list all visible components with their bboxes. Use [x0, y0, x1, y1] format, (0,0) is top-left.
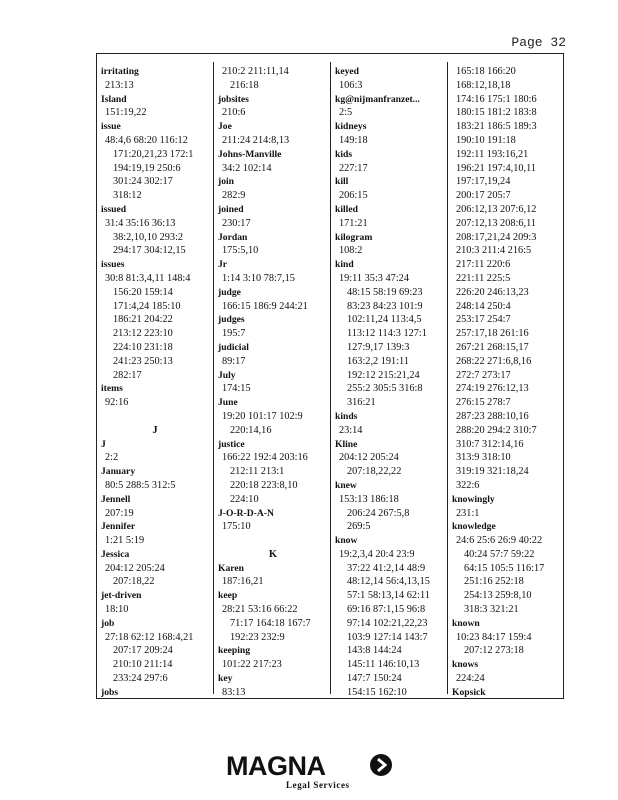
page-line-reference: 168:12,18,18	[456, 79, 511, 91]
column-divider	[330, 62, 331, 694]
index-term: January	[101, 466, 136, 478]
page-line-reference: 195:7	[222, 328, 246, 340]
index-term: issue	[101, 121, 121, 133]
page-line-reference: 64:15 105:5 116:17	[464, 562, 545, 574]
page-line-reference: 171:20,21,23 172:1	[113, 148, 194, 160]
page-line-reference: 207:19	[105, 507, 134, 519]
page-line-reference: 19:20 101:17 102:9	[222, 410, 303, 422]
index-term: keyed	[335, 66, 359, 77]
page-line-reference: 149:18	[339, 134, 368, 146]
page-line-reference: 166:22 192:4 203:16	[222, 452, 308, 464]
page-line-reference: 197:17,19,24	[456, 176, 511, 188]
index-term: issued	[101, 203, 127, 215]
page-line-reference: 196:21 197:4,10,11	[456, 162, 536, 174]
spacer	[101, 410, 209, 424]
index-term: kind	[335, 259, 354, 271]
page-line-reference: 37:22 41:2,14 48:9	[347, 562, 426, 574]
index-column-2	[218, 65, 328, 698]
page-line-reference: 207:17 209:24	[113, 645, 173, 657]
page-line-reference: 192:12 215:21,24	[347, 369, 420, 381]
section-letter: J	[152, 424, 158, 436]
page-line-reference: 48:4,6 68:20 116:12	[105, 134, 188, 146]
page-line-reference: 206:24 267:5,8	[347, 507, 410, 519]
page-line-reference: 282:17	[113, 369, 142, 381]
index-term: kids	[335, 148, 353, 160]
page-line-reference: 30:8 81:3,4,11 148:4	[105, 272, 191, 284]
index-term: judicial	[218, 341, 249, 353]
page-line-reference: 183:21 186:5 189:3	[456, 121, 537, 133]
page-line-reference: 212:11 213:1	[230, 466, 285, 478]
page-line-reference: 103:9 127:14 143:7	[347, 631, 428, 643]
page-line-reference: 220:14,16	[230, 424, 272, 436]
index-term: Kline	[335, 438, 358, 450]
page-line-reference: 171:4,24 185:10	[113, 300, 181, 312]
index-term: irritating	[101, 66, 139, 77]
page-line-reference: 220:18 223:8,10	[230, 479, 298, 491]
page-line-reference: 213:12 223:10	[113, 328, 173, 340]
page-line-reference: 19:11 35:3 47:24	[339, 272, 409, 284]
index-term: known	[452, 617, 480, 629]
page-line-reference: 1:14 3:10 78:7,15	[222, 272, 295, 284]
page-line-reference: 276:15 278:7	[456, 397, 511, 409]
page-line-reference: 10:23 84:17 159:4	[456, 631, 532, 643]
index-term: Karen	[218, 562, 244, 574]
page-line-reference: 151:19,22	[105, 107, 147, 119]
page-line-reference: 211:24 214:8,13	[222, 134, 290, 146]
index-term: June	[218, 397, 238, 409]
page-line-reference: 253:17 254:7	[456, 314, 511, 326]
index-term: knew	[335, 479, 357, 491]
page-line-reference: 268:22 271:6,8,16	[456, 355, 532, 367]
index-term: knowledge	[452, 521, 496, 533]
index-term: July	[218, 369, 236, 381]
page-line-reference: 231:1	[456, 507, 480, 519]
page-line-reference: 48:12,14 56:4,13,15	[347, 576, 430, 588]
page-line-reference: 208:17,21,24 209:3	[456, 231, 537, 243]
index-term: items	[101, 383, 123, 395]
index-term: join	[218, 176, 234, 188]
page-line-reference: 175:5,10	[222, 245, 259, 257]
page-line-reference: 207:12 273:18	[464, 645, 524, 657]
page-line-reference: 294:17 304:12,15	[113, 245, 186, 257]
page-line-reference: 248:14 250:4	[456, 300, 511, 312]
index-term: kilogram	[335, 231, 373, 243]
index-term: Johns-Manville	[218, 148, 282, 160]
page-line-reference: 175:10	[222, 521, 251, 533]
page-line-reference: 227:17	[339, 162, 368, 174]
index-column-4	[452, 65, 562, 698]
index-term: keeping	[218, 645, 250, 657]
index-term: Jennifer	[101, 521, 136, 533]
index-term: jobs	[101, 686, 119, 698]
page-line-reference: 31:4 35:16 36:13	[105, 217, 176, 229]
page-line-reference: 154:15 162:10	[347, 686, 407, 698]
page-line-reference: 102:11,24 113:4,5	[347, 314, 422, 326]
index-page-frame	[96, 53, 564, 699]
page-line-reference: 206:15	[339, 190, 368, 202]
page-line-reference: 83:23 84:23 101:9	[347, 300, 423, 312]
page-line-reference: 255:2 305:5 316:8	[347, 383, 423, 395]
index-term: Island	[101, 93, 127, 105]
page-line-reference: 147:7 150:24	[347, 673, 402, 685]
page-line-reference: 106:3	[339, 79, 363, 91]
page-line-reference: 269:5	[347, 521, 371, 533]
page-line-reference: 233:24 297:6	[113, 673, 168, 685]
page-line-reference: 316:21	[347, 397, 376, 409]
page-line-reference: 288:20 294:2 310:7	[456, 424, 537, 436]
page-line-reference: 310:7 312:14,16	[456, 438, 524, 450]
page-line-reference: 174:15	[222, 383, 251, 395]
page-line-reference: 301:24 302:17	[113, 176, 173, 188]
page-line-reference: 108:2	[339, 245, 363, 257]
page-line-reference: 40:24 57:7 59:22	[464, 548, 535, 560]
page-line-reference: 27:18 62:12 168:4,21	[105, 631, 194, 643]
page-line-reference: 71:17 164:18 167:7	[230, 617, 311, 629]
page-line-reference: 28:21 53:16 66:22	[222, 604, 298, 616]
page-line-reference: 204:12 205:24	[105, 562, 165, 574]
index-term: issues	[101, 259, 125, 271]
index-term: Jordan	[218, 231, 248, 243]
index-term: joined	[218, 203, 244, 215]
page-line-reference: 190:10 191:18	[456, 134, 516, 146]
page-line-reference: 163:2,2 191:11	[347, 355, 409, 367]
page-line-reference: 251:16 252:18	[464, 576, 524, 588]
page-line-reference: 254:13 259:8,10	[464, 590, 532, 602]
page-line-reference: 226:20 246:13,23	[456, 286, 529, 298]
page-line-reference: 313:9 318:10	[456, 452, 511, 464]
page-line-reference: 156:20 159:14	[113, 286, 173, 298]
index-term: judges	[218, 314, 245, 326]
arrow-circle-icon	[370, 754, 392, 776]
page-line-reference: 224:10	[230, 493, 259, 505]
page-line-reference: 287:23 288:10,16	[456, 410, 529, 422]
page-line-reference: 101:22 217:23	[222, 659, 282, 671]
index-term: key	[218, 673, 233, 685]
index-term: know	[335, 535, 358, 547]
page-line-reference: 282:9	[222, 190, 246, 202]
section-letter: K	[268, 548, 278, 560]
logo-wordmark: MAGNA	[226, 751, 326, 781]
page-line-reference: 200:17 205:7	[456, 190, 511, 202]
page-line-reference: 192:23 232:9	[230, 631, 285, 643]
index-term: kg@nijmanfranzet...	[335, 93, 420, 105]
page-line-reference: 207:18,22	[113, 576, 155, 588]
page-line-reference: 2:2	[105, 452, 119, 464]
page-line-reference: 153:13 186:18	[339, 493, 399, 505]
page-line-reference: 224:10 231:18	[113, 341, 173, 353]
page-line-reference: 174:16 175:1 180:6	[456, 93, 537, 105]
page-line-reference: 89:17	[222, 355, 246, 367]
page-line-reference: 194:19,19 250:6	[113, 162, 181, 174]
page-line-reference: 23:14	[339, 424, 363, 436]
page-line-reference: 24:6 25:6 26:9 40:22	[456, 535, 543, 547]
page-line-reference: 319:19 321:18,24	[456, 466, 529, 478]
page-line-reference: 92:16	[105, 397, 129, 409]
page-number: Page 32	[511, 35, 566, 50]
index-term: jobsites	[218, 93, 249, 105]
page-line-reference: 210:10 211:14	[113, 659, 173, 671]
page-line-reference: 171:21	[339, 217, 368, 229]
index-term: Kopsick	[452, 686, 486, 698]
page-line-reference: 187:16,21	[222, 576, 264, 588]
page-line-reference: 221:11 225:5	[456, 272, 511, 284]
index-term: kill	[335, 176, 349, 188]
page-line-reference: 322:6	[456, 479, 480, 491]
page-line-reference: 206:12,13 207:6,12	[456, 203, 537, 215]
page-line-reference: 80:5 288:5 312:5	[105, 479, 176, 491]
page-line-reference: 97:14 102:21,22,23	[347, 617, 428, 629]
page-line-reference: 274:19 276:12,13	[456, 383, 529, 395]
page-line-reference: 165:18 166:20	[456, 66, 516, 77]
index-term: justice	[218, 438, 245, 450]
page-line-reference: 210:2 211:11,14	[222, 66, 289, 77]
page-line-reference: 2:5	[339, 107, 353, 119]
page-line-reference: 210:3 211:4 216:5	[456, 245, 532, 257]
index-term: keep	[218, 590, 238, 602]
index-term: Jr	[218, 259, 228, 271]
column-divider	[213, 62, 214, 694]
page-line-reference: 34:2 102:14	[222, 162, 272, 174]
index-term: Joe	[218, 121, 232, 133]
page-line-reference: 18:10	[105, 604, 129, 616]
page-line-reference: 83:13	[222, 686, 246, 698]
page-line-reference: 180:15 181:2 183:8	[456, 107, 537, 119]
column-divider	[447, 62, 448, 694]
page-line-reference: 318:12	[113, 190, 142, 202]
index-term: knows	[452, 659, 479, 671]
page-line-reference: 38:2,10,10 293:2	[113, 231, 184, 243]
page-line-reference: 207:12,13 208:6,11	[456, 217, 536, 229]
magna-logo	[226, 752, 396, 792]
page-line-reference: 166:15 186:9 244:21	[222, 300, 308, 312]
index-term: J	[101, 438, 106, 450]
page-line-reference: 207:18,22,22	[347, 466, 402, 478]
index-term: Jessica	[101, 548, 130, 560]
spacer	[218, 534, 328, 548]
page-line-reference: 230:17	[222, 217, 251, 229]
page-line-reference: 210:6	[222, 107, 246, 119]
page-line-reference: 213:13	[105, 79, 134, 91]
page-line-reference: 241:23 250:13	[113, 355, 173, 367]
page-line-reference: 318:3 321:21	[464, 604, 519, 616]
index-column-3	[335, 65, 444, 698]
index-term: killed	[335, 203, 358, 215]
page-line-reference: 192:11 193:16,21	[456, 148, 529, 160]
page-line-reference: 143:8 144:24	[347, 645, 402, 657]
page-line-reference: 1:21 5:19	[105, 535, 145, 547]
page-line-reference: 69:16 87:1,15 96:8	[347, 604, 426, 616]
page-line-reference: 113:12 114:3 127:1	[347, 328, 427, 340]
index-term: judge	[218, 286, 241, 298]
logo-tagline: Legal Services	[286, 780, 350, 790]
page-line-reference: 127:9,17 139:3	[347, 341, 410, 353]
page-line-reference: 217:11 220:6	[456, 259, 511, 271]
page-line-reference: 272:7 273:17	[456, 369, 511, 381]
index-term: job	[101, 617, 115, 629]
page-line-reference: 19:2,3,4 20:4 23:9	[339, 548, 415, 560]
index-term: jet-driven	[101, 590, 142, 602]
index-term: J-O-R-D-A-N	[218, 507, 274, 519]
page-line-reference: 224:24	[456, 673, 485, 685]
page-line-reference: 204:12 205:24	[339, 452, 399, 464]
index-term: Jennell	[101, 493, 131, 505]
index-column-1	[101, 65, 209, 698]
page-line-reference: 48:15 58:19 69:23	[347, 286, 423, 298]
index-term: knowingly	[452, 493, 495, 505]
page-line-reference: 257:17,18 261:16	[456, 328, 529, 340]
page-line-reference: 57:1 58:13,14 62:11	[347, 590, 430, 602]
index-term: kinds	[335, 410, 358, 422]
page-line-reference: 216:18	[230, 79, 259, 91]
index-term: kidneys	[335, 121, 367, 133]
page-line-reference: 267:21 268:15,17	[456, 341, 529, 353]
page-line-reference: 186:21 204:22	[113, 314, 173, 326]
page-line-reference: 145:11 146:10,13	[347, 659, 420, 671]
